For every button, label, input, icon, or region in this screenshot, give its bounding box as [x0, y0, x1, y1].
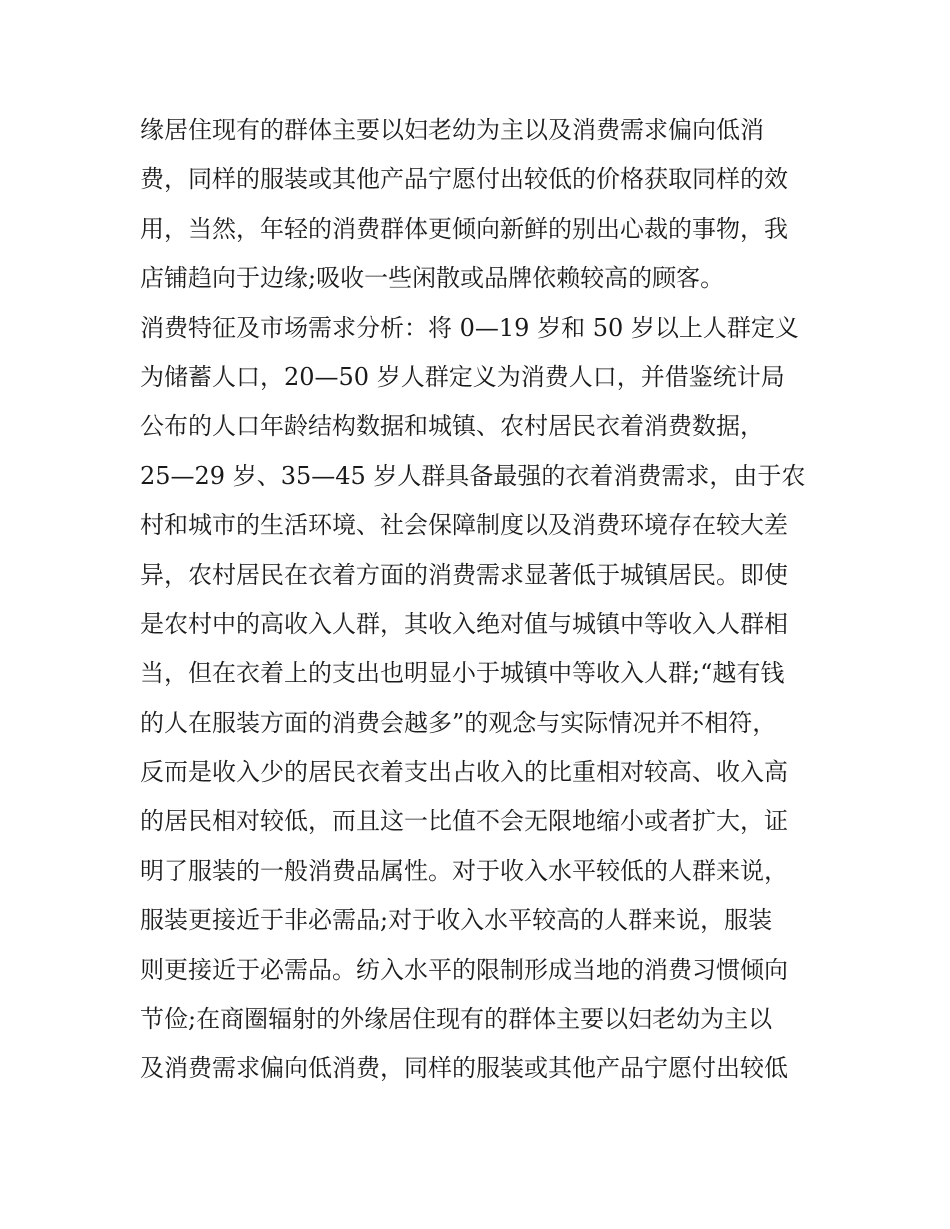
text-line: 则更接近于必需品。纺入水平的限制形成当地的消费习惯倾向	[140, 955, 788, 984]
text-line: 缘居住现有的群体主要以妇老幼为主以及消费需求偏向低消	[140, 116, 764, 144]
text-line: 消费特征及市场需求分析：将 0—19 岁和 50 岁以上人群定义	[140, 313, 799, 342]
text-line: 及消费需求偏向低消费，同样的服装或其他产品宁愿付出较低	[140, 1054, 788, 1083]
text-line: 费，同样的服装或其他产品宁愿付出较低的价格获取同样的效	[140, 165, 788, 194]
text-line: 用，当然，年轻的消费群体更倾向新鲜的别出心裁的事物，我	[140, 214, 788, 243]
text-line: 为储蓄人口，20—50 岁人群定义为消费人口，并借鉴统计局	[140, 362, 785, 391]
text-line: 异，农村居民在衣着方面的消费需求显著低于城镇居民。即使	[140, 560, 788, 589]
text-line: 节俭;在商圈辐射的外缘居住现有的群体主要以妇老幼为主以	[140, 1005, 773, 1034]
text-line: 当，但在衣着上的支出也明显小于城镇中等收入人群;“越有钱	[140, 659, 785, 688]
text-line: 服装更接近于非必需品;对于收入水平较高的人群来说，服装	[140, 906, 773, 935]
text-line: 店铺趋向于边缘;吸收一些闲散或品牌依赖较高的顾客。	[140, 264, 725, 293]
body-text	[140, 106, 820, 1094]
text-line: 的居民相对较低，而且这一比值不会无限地缩小或者扩大，证	[140, 807, 788, 836]
text-line: 是农村中的高收入人群，其收入绝对值与城镇中等收入人群相	[140, 609, 788, 638]
text-line: 村和城市的生活环境、社会保障制度以及消费环境存在较大差	[140, 511, 788, 540]
text-line: 明了服装的一般消费品属性。对于收入水平较低的人群来说，	[140, 856, 788, 885]
text-line: 25—29 岁、35—45 岁人群具备最强的衣着消费需求，由于农	[140, 461, 806, 490]
text-line: 的人在服装方面的消费会越多”的观念与实际情况并不相符，	[140, 708, 777, 737]
text-line: 公布的人口年龄结构数据和城镇、农村居民衣着消费数据，	[140, 412, 764, 441]
text-line: 反而是收入少的居民衣着支出占收入的比重相对较高、收入高	[140, 758, 788, 787]
